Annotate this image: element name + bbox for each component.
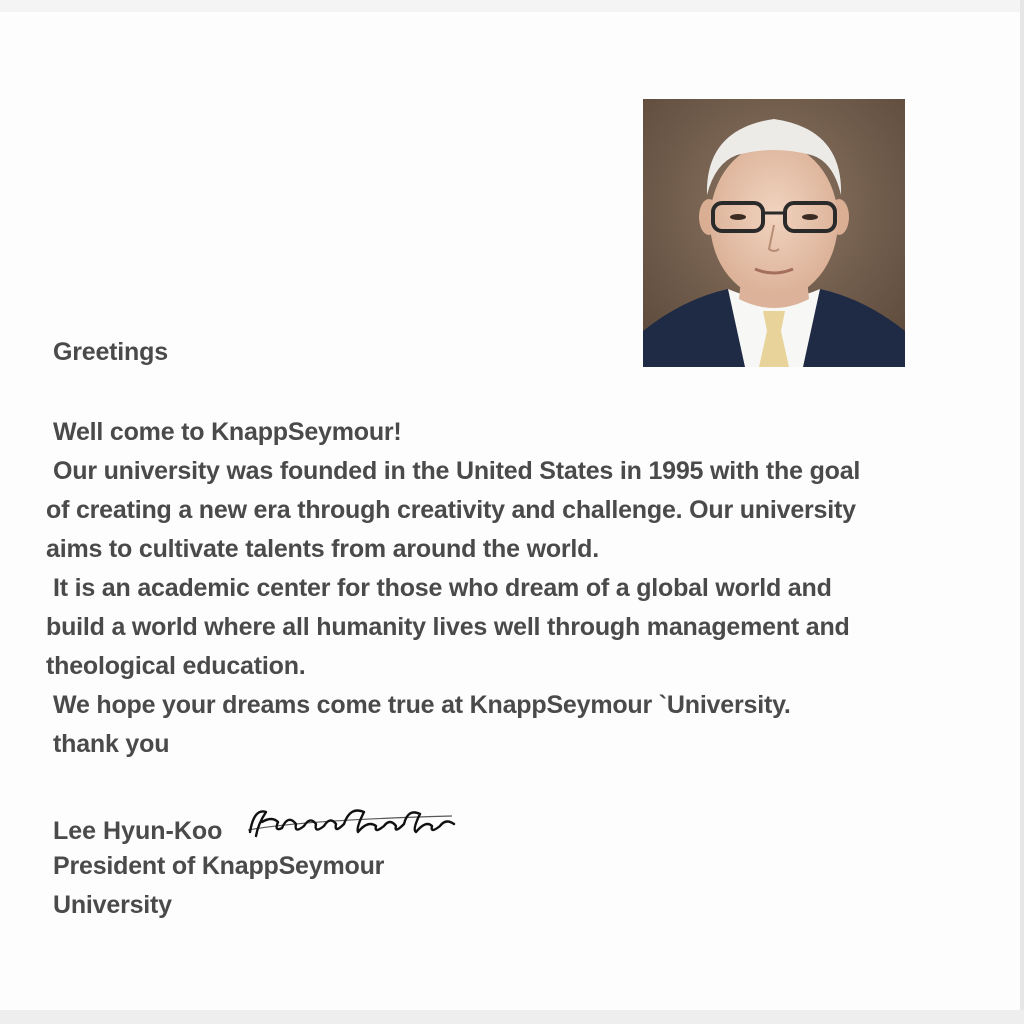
signer-title-continued: University	[53, 891, 172, 919]
body-line: of creating a new era through creativity and challenge. Our university	[46, 496, 856, 524]
body-line: build a world where all humanity lives well through management and	[46, 613, 850, 641]
greeting-heading: Greetings	[53, 338, 168, 366]
signer-name: Lee Hyun-Koo	[53, 816, 223, 845]
portrait-illustration	[643, 99, 905, 367]
letter-body	[46, 452, 986, 764]
body-line: We hope your dreams come true at KnappSeymour `University.	[53, 691, 791, 719]
body-line: theological education.	[46, 652, 306, 680]
welcome-line: Well come to KnappSeymour!	[53, 418, 402, 446]
president-portrait	[643, 99, 905, 367]
right-border	[1020, 0, 1024, 1024]
body-line: Our university was founded in the United States in 1995 with the goal	[53, 457, 861, 485]
body-line: It is an academic center for those who dream of a global world and	[53, 574, 832, 602]
bottom-border	[0, 1010, 1024, 1024]
signature-scribble	[244, 802, 459, 842]
body-line: thank you	[53, 730, 170, 758]
top-border	[0, 0, 1024, 12]
signer-title: President of KnappSeymour	[53, 852, 385, 880]
body-line: aims to cultivate talents from around the world.	[46, 535, 599, 563]
